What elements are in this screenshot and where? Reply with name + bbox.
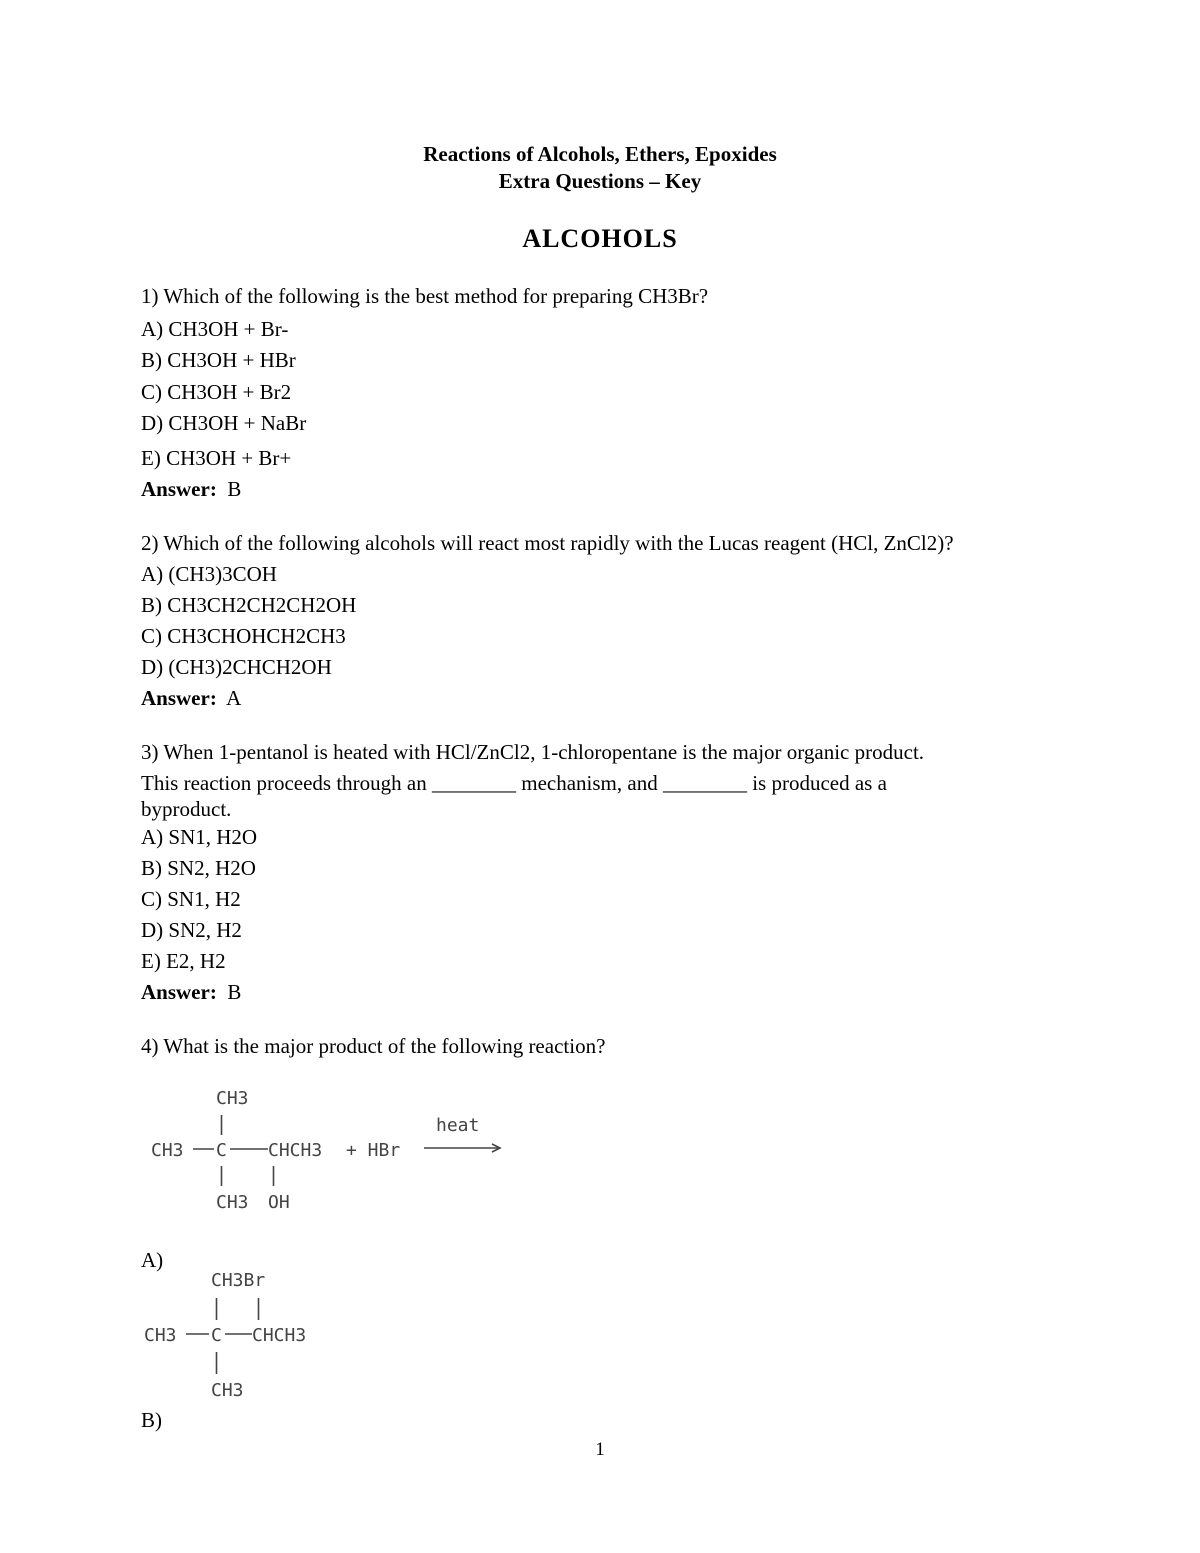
question-text: byproduct.	[141, 797, 232, 821]
question-text: 4) What is the major product of the following reaction?	[141, 1034, 606, 1058]
answer-option: C) CH3CHOHCH2CH3	[141, 624, 346, 648]
substituent-top: CH3Br	[211, 1270, 266, 1291]
substituent-left: CH3	[144, 1325, 177, 1346]
central-carbon: C	[211, 1325, 222, 1346]
substituent-bottom-left: CH3	[216, 1192, 249, 1213]
document-subtitle: Extra Questions – Key	[498, 169, 702, 193]
reagent: + HBr	[346, 1140, 401, 1161]
question-text: 2) Which of the following alcohols will react most rapidly with the Lucas reagent (HCl, ZnCl2)?	[141, 531, 954, 555]
answer-option: E) E2, H2	[141, 949, 226, 973]
question-text: 1) Which of the following is the best method for preparing CH3Br?	[141, 284, 709, 308]
substituent-bottom: CH3	[211, 1380, 244, 1401]
section-heading: ALCOHOLS	[522, 224, 678, 253]
reaction-condition: heat	[436, 1115, 480, 1136]
substituent-right: CHCH3	[268, 1140, 323, 1161]
answer-value: B	[227, 980, 242, 1004]
answer-option: B) CH3CH2CH2CH2OH	[141, 593, 357, 617]
answer-value: B	[227, 477, 242, 501]
option-label: A)	[141, 1248, 164, 1272]
answer-option: B) CH3OH + HBr	[141, 348, 296, 372]
answer-option: A) SN1, H2O	[141, 825, 258, 849]
answer-label: Answer:	[141, 477, 217, 501]
option-label: B)	[141, 1408, 162, 1432]
answer-option: A) CH3OH + Br-	[141, 317, 289, 341]
substituent-left: CH3	[151, 1140, 184, 1161]
answer-option: A) (CH3)3COH	[141, 562, 277, 586]
answer-value: A	[226, 686, 242, 710]
page-number: 1	[595, 1439, 605, 1460]
answer-option: D) CH3OH + NaBr	[141, 411, 307, 435]
answer-label: Answer:	[141, 686, 217, 710]
substituent-right: CHCH3	[252, 1325, 307, 1346]
question-text: This reaction proceeds through an ________ mechanism, and ________ is produced as a	[141, 771, 887, 795]
answer-option: C) CH3OH + Br2	[141, 380, 292, 404]
answer-label: Answer:	[141, 980, 217, 1004]
answer-option: B) SN2, H2O	[141, 856, 256, 880]
answer-option: E) CH3OH + Br+	[141, 446, 292, 470]
central-carbon: C	[216, 1140, 227, 1161]
document-title: Reactions of Alcohols, Ethers, Epoxides	[423, 142, 777, 166]
question-text: 3) When 1-pentanol is heated with HCl/ZnCl2, 1-chloropentane is the major organic product.	[141, 740, 925, 764]
substituent-top: CH3	[216, 1088, 249, 1109]
answer-option: C) SN1, H2	[141, 887, 241, 911]
substituent-bottom-right: OH	[268, 1192, 290, 1213]
answer-option: D) (CH3)2CHCH2OH	[141, 655, 332, 679]
answer-option: D) SN2, H2	[141, 918, 242, 942]
